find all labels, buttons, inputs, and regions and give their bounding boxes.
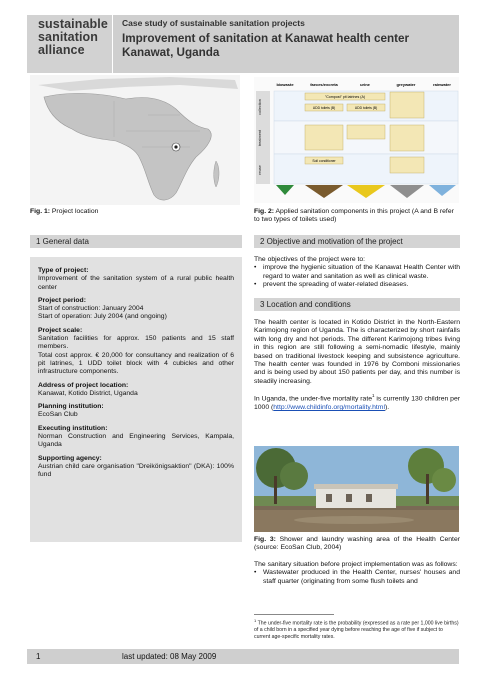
africa-map-image: [30, 75, 240, 205]
col-biowaste: biowaste: [276, 82, 294, 87]
page-header: [113, 15, 459, 73]
section-general-data: 1 General data: [30, 235, 242, 248]
supporting-text: Austrian child care organisation "Dreikönigsaktion" (DKA): 100% fund: [38, 462, 234, 479]
section-objective: 2 Objective and motivation of the project: [254, 235, 460, 248]
location-map: [30, 75, 240, 205]
cell-udd-b: UDD toilets (B): [354, 106, 378, 110]
cell-separate-collection: [390, 92, 424, 118]
fig1-caption: [30, 208, 98, 215]
sanitary-bullet: • Wastewater produced in the Health Center, nurses' houses and staff quarter (originating from some flush toilets and: [254, 569, 460, 585]
cell-infiltration: [347, 125, 385, 139]
title-line-2: Kanawat, Uganda: [122, 46, 220, 59]
fig2-text: Applied sanitation components in this project (A and B refer to two types of toilets used): [254, 208, 454, 224]
col-greywater: greywater: [396, 82, 416, 87]
planning-label: Planning institution:: [38, 403, 104, 411]
photo-svg: [254, 446, 459, 532]
scale-label: Project scale:: [38, 326, 83, 334]
cell-settling-tank: [390, 125, 424, 151]
alliance-logo: [27, 15, 112, 73]
fig1-label: Fig. 1:: [30, 208, 51, 215]
executing-label: Executing institution:: [38, 424, 108, 432]
last-updated: last updated: 08 May 2009: [113, 649, 459, 664]
page-number: 1: [27, 649, 113, 664]
general-data-box: [30, 257, 242, 542]
planning-text: EcoSan Club: [38, 411, 78, 419]
supporting-label: Supporting agency:: [38, 454, 102, 462]
logo-line-3: alliance: [38, 43, 85, 57]
footnote-divider: [254, 614, 334, 615]
address-text: Kanawat, Kotido District, Uganda: [38, 389, 138, 397]
col-urine: urine: [360, 82, 370, 87]
mortality-link[interactable]: http://www.childinfo.org/mortality.html: [273, 403, 385, 411]
location-body: [254, 319, 460, 412]
col-rainwater: rainwater: [433, 82, 451, 87]
row-reuse: reuse: [258, 165, 262, 175]
cell-storage: [305, 125, 343, 150]
objective-intro: The objectives of the project were to:: [254, 256, 366, 263]
objective-bullet-1: • improve the hygienic situation of the Kanawat Health Center with regard to water and sanitation as well as clinical waste.: [254, 264, 460, 280]
sanitary-situation-body: [254, 561, 460, 586]
type-label: Type of project:: [38, 267, 89, 274]
sanitation-components-diagram: [254, 77, 459, 203]
fig3-label: Fig. 3:: [254, 536, 276, 543]
objective-body: [254, 256, 460, 290]
type-text: Improvement of the sanitation system of a rural public health center: [38, 275, 234, 291]
fig1-text: Project location: [50, 208, 99, 215]
objective-bullet-2: • prevent the spreading of water-related diseases.: [254, 281, 409, 289]
period-label: Project period:: [38, 296, 86, 304]
components-diagram-svg: [254, 77, 459, 203]
row-treatment: treatment: [258, 129, 262, 147]
section-location: 3 Location and conditions: [254, 298, 460, 311]
logo-line-1: sustainable: [38, 17, 108, 31]
executing-text: Norman Construction and Engineering Services, Kampala, Uganda: [38, 433, 234, 449]
fig2-label: Fig. 2:: [254, 208, 275, 215]
period-text: Start of construction: January 2004 Start of operation: July 2004 (and ongoing): [38, 305, 167, 321]
cell-soil-conditioner: Soil conditioner: [312, 159, 336, 163]
col-faeces: faeces/excreta: [310, 82, 338, 87]
title-line-1: Improvement of sanitation at Kanawat health center: [122, 32, 410, 45]
logo-line-2: sanitation: [38, 30, 99, 44]
page-title: [122, 32, 459, 60]
row-collection: collection: [258, 99, 262, 115]
scale-text: Sanitation facilities for approx. 150 patients and 15 staff members. Total cost approx. € 20,000 for consultancy and realization of 6 pit latrines, 1 UDD toilet block with 4 cubicles and other infrastructure components.: [38, 335, 234, 376]
cell-compost: "Compost" pit latrines (A): [324, 95, 366, 99]
cell-udd-a: UDD toilets (B): [312, 106, 336, 110]
sanitary-para: The sanitary situation before project implementation was as follows:: [254, 561, 458, 568]
address-label: Address of project location:: [38, 381, 129, 389]
fig3-text: Shower and laundry washing area of the Health Center (source: EcoSan Club, 2004): [254, 536, 460, 552]
health-center-photo: [254, 446, 459, 532]
header-subtitle: Case study of sustainable sanitation projects: [122, 18, 305, 28]
fig2-caption: [254, 208, 460, 225]
fig3-caption: [254, 536, 460, 553]
location-para-1: The health center is located in Kotido District in the North-Eastern Karimojong region of Uganda. The is characterized by short rainfalls with long dry and hot periods. The different Karimojong tribes living in this region are still following a semi-nomadic lifestyle, mainly based on traditional livestock keeping and subsistence agriculture. The health center was founded in 1976 by Comboni missionaries and is being used by about 150 patients per day, and this number is steadily increasing.: [254, 319, 460, 385]
location-para-2: In Uganda, the under-five mortality rate$^1$ is currently 130 children per 1000 (http://www.childinfo.org/mortality.html).: [254, 393, 460, 411]
footnote: $^1$ The under-five mortality rate is the probability (expressed as a rate per 1,000 live births) of a child born in a specified year dying before reaching the age of five if subject to current age-specific mortality rates.: [254, 618, 459, 640]
cell-irrigation: [390, 157, 424, 173]
